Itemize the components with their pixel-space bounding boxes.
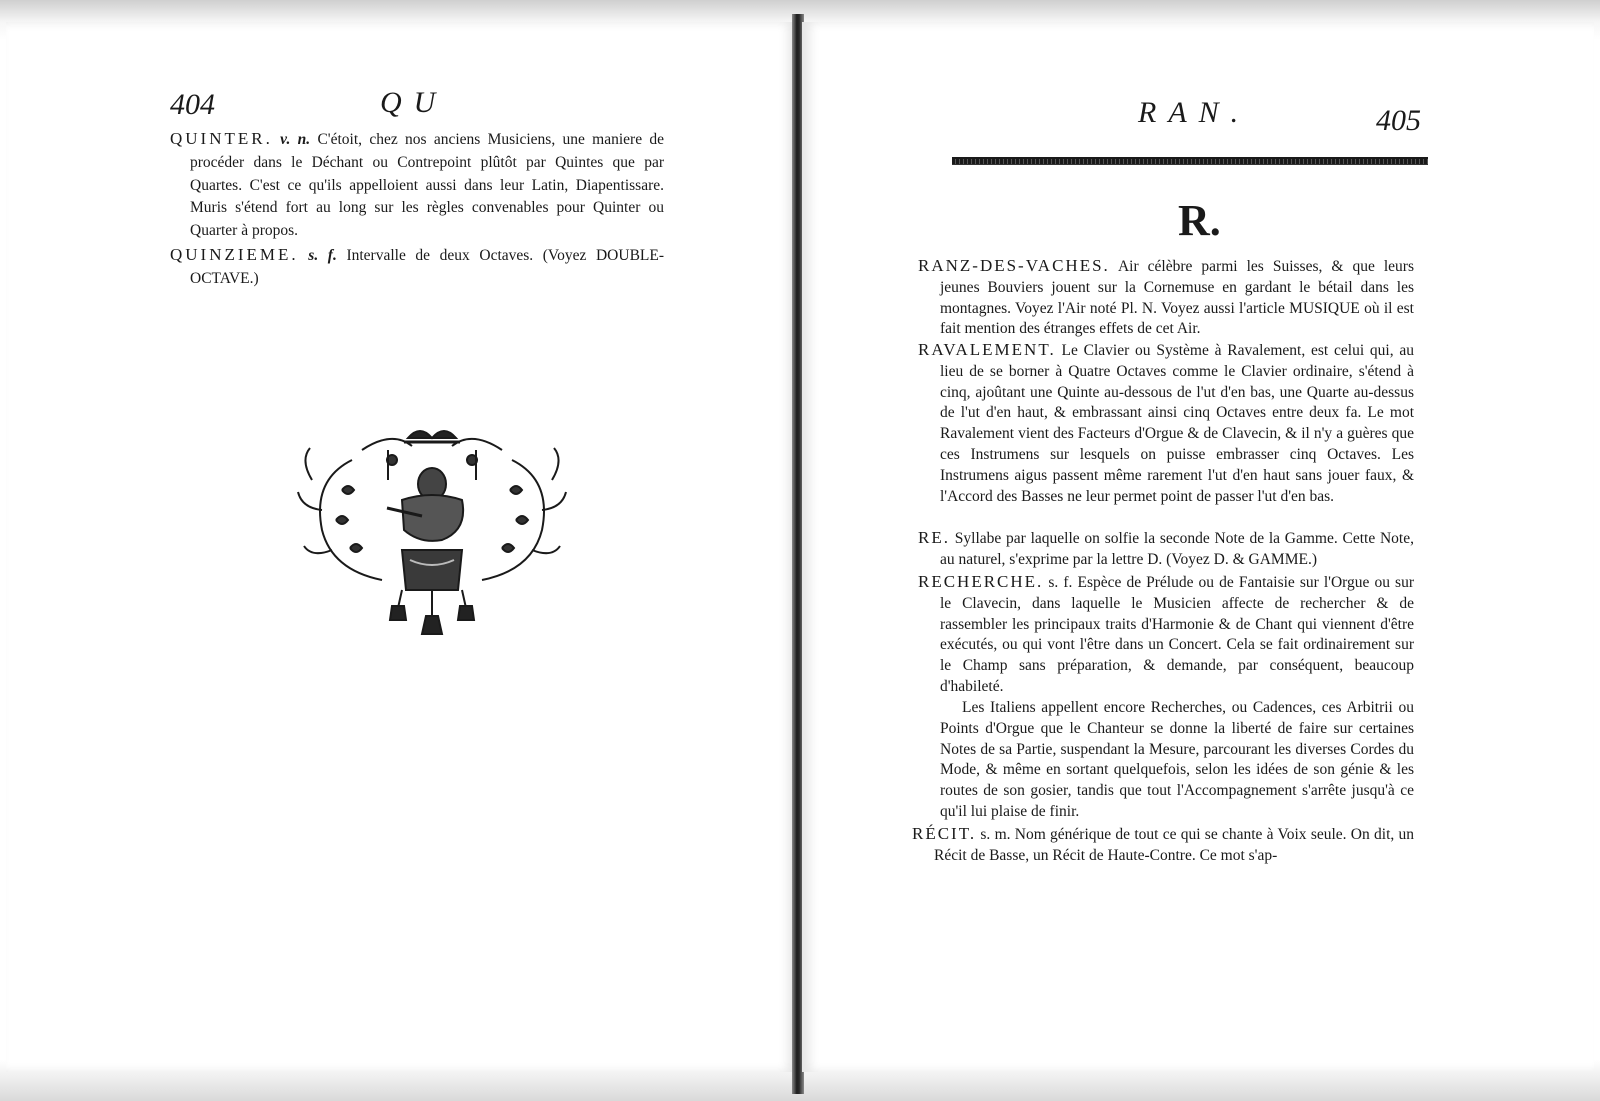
grammar-label: s. f. xyxy=(308,247,337,264)
headword: RÉCIT. xyxy=(912,824,977,843)
headword: QUINZIEME. xyxy=(170,245,299,264)
entry-text: Intervalle de deux Octaves. (Voyez DOUBLE-OCTAVE.) xyxy=(190,247,665,287)
entry-ranz-des-vaches xyxy=(918,256,1414,340)
headword: RANZ-DES-VACHES. xyxy=(918,256,1110,275)
grammar-label: s. m. xyxy=(980,826,1011,843)
headword: RECHERCHE. xyxy=(918,572,1044,591)
grammar-label: v. n. xyxy=(280,131,311,148)
right-running-head: RAN. xyxy=(1138,96,1251,129)
section-letter: R. xyxy=(1178,196,1221,245)
entry-quinzieme xyxy=(170,244,664,291)
entry-ravalement xyxy=(918,340,1414,507)
recherche-continuation xyxy=(940,698,1414,823)
entry-text: Nom générique de tout ce qui se chante à Voix seule. On dit, un Récit de Basse, un Récit de Haute-Contre. Ce mot s'ap- xyxy=(934,826,1415,864)
entry-text: Le Clavier ou Système à Ravalement, est celui qui, au lieu de se borner à Quatre Octaves comme le Clavier ordinaire, s'étend à cinq, ajoûtant une Quinte au-dessous de l'ut d'en bas, une Quarte au-dessus de l'ut d'en haut, & embrassant ainsi cinq Octaves entre deux fa. Le mot Ravalement vient des Facteurs d'Orgue & de Clavecin, & il n'y a guères que ces Instrumens sur lesquels on puisse embrasser cinq Octaves. Les Instrumens aigus passent même rarement l'ut d'en haut sans jouer faux, & l'Accord des Basses ne leur permet point de passer l'ut d'en bas. xyxy=(940,342,1415,505)
left-running-head: QU xyxy=(380,86,448,119)
headword: QUINTER. xyxy=(170,129,273,148)
cherub-vignette-ornament xyxy=(292,420,572,640)
entry-text: Espèce de Prélude ou de Fantaisie sur l'Orgue ou sur le Clavecin, dans laquelle le Musicien affecte de rechercher & de rassembler les principaux traits d'Harmonie & de Chant qui viennent d'être exécutés, ou qui vont l'être dans un Concert. Cela se fait ordinairement sur le Champ sans préparation, & demande, par conséquent, beaucoup d'habileté. xyxy=(940,574,1415,695)
entry-text: C'étoit, chez nos anciens Musiciens, une maniere de procéder dans le Déchant ou Contrepoint plûtôt par Quintes que par Quartes. C'est ce qu'ils appelloient aussi dans leur Latin, Diapentissare. Muris s'étend fort au long sur les règles convenables pour Quinter ou Quarter à propos. xyxy=(190,131,665,240)
grammar-label: s. f. xyxy=(1048,574,1073,591)
entry-recit xyxy=(912,824,1414,867)
entry-text: Air célèbre parmi les Suisses, & que leurs jeunes Bouviers jouent sur la Cornemuse en gardant le bétail dans les montagnes. Voyez l'Air noté Pl. N. Voyez aussi l'article MUSIQUE où il est fait mention des étranges effets de cet Air. xyxy=(940,258,1414,338)
entry-re xyxy=(918,528,1414,571)
ornamental-rule xyxy=(952,157,1428,165)
right-folio: 405 xyxy=(1376,104,1421,137)
left-folio: 404 xyxy=(170,88,215,121)
entry-recherche xyxy=(918,572,1414,698)
entry-text: Les Italiens appellent encore Recherches, ou Cadences, ces Arbitrii ou Points d'Orgue que le Chanteur se donne la liberté de faire sur certaines Notes de sa Partie, suspendant la Mesure, parcourant les diverses Cordes du Mode, & même en sortant quelquefois, selon les idées de son génie & les routes de son gosier, tandis que tout l'Accompagnement s'arrête jusqu'à ce qu'il lui plaise de finir. xyxy=(940,699,1414,820)
headword: RE. xyxy=(918,528,950,547)
headword: RAVALEMENT. xyxy=(918,340,1056,359)
entry-quinter xyxy=(170,128,664,243)
entry-text: Syllabe par laquelle on solfie la seconde Note de la Gamme. Cette Note, au naturel, s'exprime par la lettre D. (Voyez D. & GAMME.) xyxy=(940,530,1414,568)
